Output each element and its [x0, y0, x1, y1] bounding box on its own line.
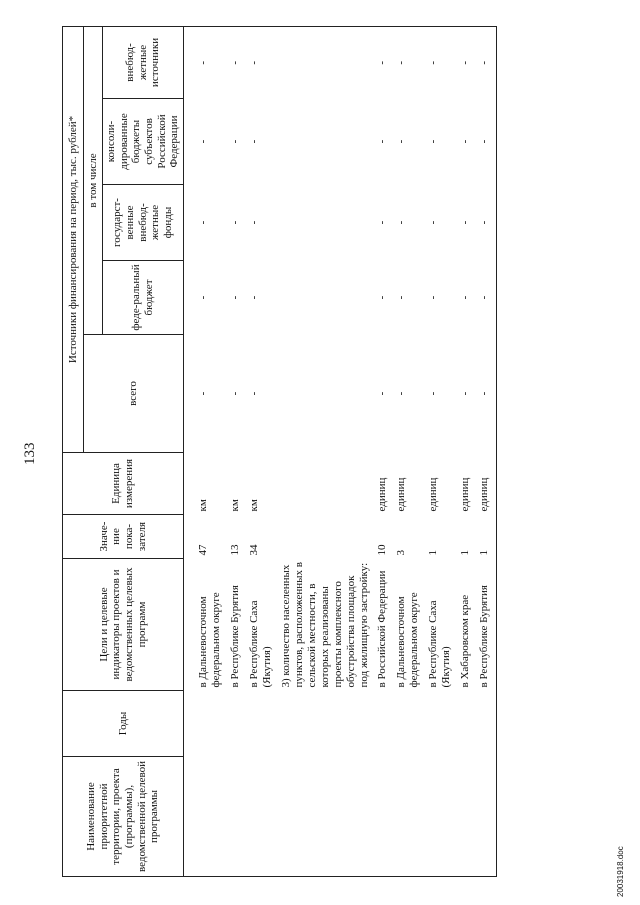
- table-row: [279, 26, 376, 876]
- cell-extrabudget: [279, 26, 376, 98]
- header-state-funds: государст-венные внебюд-жетные фонды: [103, 185, 184, 261]
- table-row: [394, 26, 426, 876]
- cell-extrabudget: -: [196, 26, 228, 98]
- cell-extrabudget: -: [375, 26, 394, 98]
- cell-goal: в Российской Федерации: [376, 570, 389, 688]
- header-unit: Единица измерения: [63, 453, 184, 515]
- table-body: [183, 26, 496, 876]
- cell-goal: в Дальневосточном федеральном округе: [395, 592, 421, 688]
- cell-extrabudget: -: [477, 26, 496, 98]
- cell-state-funds: -: [459, 220, 472, 225]
- cell-name: [394, 757, 426, 877]
- header-including: в том числе: [84, 26, 103, 334]
- cell-name: [196, 757, 228, 877]
- header-value: Значе-ние пока-зателя: [63, 515, 184, 559]
- cell-years: [458, 691, 477, 757]
- cell-name: [458, 757, 477, 877]
- header-total: всего: [84, 335, 184, 453]
- cell-years: [375, 691, 394, 757]
- table-row: [247, 26, 279, 876]
- cell-unit: единиц: [395, 477, 408, 512]
- cell-years: [247, 691, 279, 757]
- cell-value: [279, 515, 376, 559]
- cell-unit: км: [196, 499, 209, 512]
- cell-extrabudget: -: [394, 26, 426, 98]
- cell-regional: -: [395, 139, 408, 144]
- cell-federal: -: [228, 295, 241, 300]
- cell-years: [279, 691, 376, 757]
- cell-total: [279, 335, 376, 453]
- cell-extrabudget: -: [458, 26, 477, 98]
- cell-extrabudget: -: [228, 26, 247, 98]
- table-header: [63, 26, 184, 876]
- cell-extrabudget: -: [426, 26, 458, 98]
- cell-regional: -: [228, 139, 241, 144]
- cell-years: [196, 691, 228, 757]
- cell-state-funds: -: [477, 185, 496, 261]
- table-row: [196, 26, 228, 876]
- cell-name: [279, 757, 376, 877]
- header-federal: феде-ральный бюджет: [103, 261, 184, 335]
- cell-state-funds: [279, 185, 376, 261]
- cell-name: [228, 757, 247, 877]
- financing-table: [62, 26, 497, 877]
- cell-total: -: [376, 391, 389, 396]
- cell-total: -: [459, 391, 472, 396]
- cell-federal: -: [247, 295, 260, 300]
- cell-value: 47: [196, 544, 209, 556]
- cell-regional: -: [459, 139, 472, 144]
- cell-federal: -: [459, 295, 472, 300]
- cell-federal: -: [427, 295, 440, 300]
- header-goals: Цели и целевые индикаторы проектов и ведомственных целевых программ: [63, 559, 184, 691]
- table-row: [458, 26, 477, 876]
- cell-state-funds: -: [228, 220, 241, 225]
- cell-total: -: [247, 391, 260, 396]
- header-sources: Источники финансирования на период, тыс. рублей*: [63, 26, 84, 452]
- cell-state-funds: -: [427, 220, 440, 225]
- cell-federal: -: [395, 295, 408, 300]
- cell-federal: -: [477, 261, 496, 335]
- header-name: Наименование приоритетной территории, проекта (программы), ведомственной целевой программы: [63, 757, 184, 877]
- cell-value: 1: [427, 550, 440, 556]
- cell-regional: [279, 99, 376, 185]
- table-row: [426, 26, 458, 876]
- cell-goal: 3) количество населенных пунктов, расположенных в сельской местности, в которых реализованы проекты комплексного обустройства площадок под жилищную застройку:: [279, 562, 370, 688]
- cell-regional: -: [376, 139, 389, 144]
- cell-name: [247, 757, 279, 877]
- cell-regional: -: [196, 139, 209, 144]
- cell-years: [477, 691, 496, 757]
- table-row: [228, 26, 247, 876]
- cell-value: 10: [376, 544, 389, 556]
- page-number: 133: [22, 442, 38, 465]
- cell-unit: единиц: [427, 477, 440, 512]
- cell-state-funds: -: [247, 220, 260, 225]
- cell-federal: [279, 261, 376, 335]
- cell-value: 1: [477, 515, 496, 559]
- cell-goal: в Республике Саха (Якутия): [247, 600, 273, 688]
- cell-value: 34: [247, 544, 260, 556]
- cell-name: [375, 757, 394, 877]
- cell-total: -: [196, 391, 209, 396]
- cell-unit: единиц: [459, 477, 472, 512]
- cell-name: [426, 757, 458, 877]
- cell-value: 1: [459, 550, 472, 556]
- cell-goal: в Хабаровском крае: [459, 594, 472, 688]
- cell-years: [426, 691, 458, 757]
- cell-extrabudget: -: [247, 26, 279, 98]
- header-years: Годы: [63, 691, 184, 757]
- cell-state-funds: -: [376, 220, 389, 225]
- cell-years: [228, 691, 247, 757]
- header-extrabudget: внебюд-жетные источники: [103, 26, 184, 98]
- cell-total: -: [477, 335, 496, 453]
- cell-state-funds: -: [395, 220, 408, 225]
- cell-value: 13: [228, 544, 241, 556]
- cell-value: 3: [395, 550, 408, 556]
- cell-goal: в Республике Бурятия: [228, 585, 241, 688]
- table-row: [477, 26, 496, 876]
- cell-unit: единиц: [376, 477, 389, 512]
- cell-regional: -: [247, 139, 260, 144]
- cell-federal: -: [376, 295, 389, 300]
- table-row: [375, 26, 394, 876]
- cell-goal: в Республике Саха (Якутия): [427, 600, 453, 688]
- cell-federal: -: [196, 295, 209, 300]
- cell-unit: [279, 453, 376, 515]
- cell-years: [394, 691, 426, 757]
- cell-total: -: [395, 391, 408, 396]
- cell-unit: км: [228, 499, 241, 512]
- cell-goal: в Республике Бурятия: [477, 559, 496, 691]
- document-code: 20031918.doc: [616, 846, 625, 897]
- cell-total: -: [427, 391, 440, 396]
- cell-state-funds: -: [196, 220, 209, 225]
- cell-name: [477, 757, 496, 877]
- cell-regional: -: [477, 99, 496, 185]
- cell-unit: км: [247, 499, 260, 512]
- header-regional: консоли-дированные бюджеты субъектов Российской Федерации: [103, 99, 184, 185]
- cell-goal: в Дальневосточном федеральном округе: [196, 592, 222, 688]
- cell-total: -: [228, 391, 241, 396]
- cell-regional: -: [427, 139, 440, 144]
- cell-unit: единиц: [477, 453, 496, 515]
